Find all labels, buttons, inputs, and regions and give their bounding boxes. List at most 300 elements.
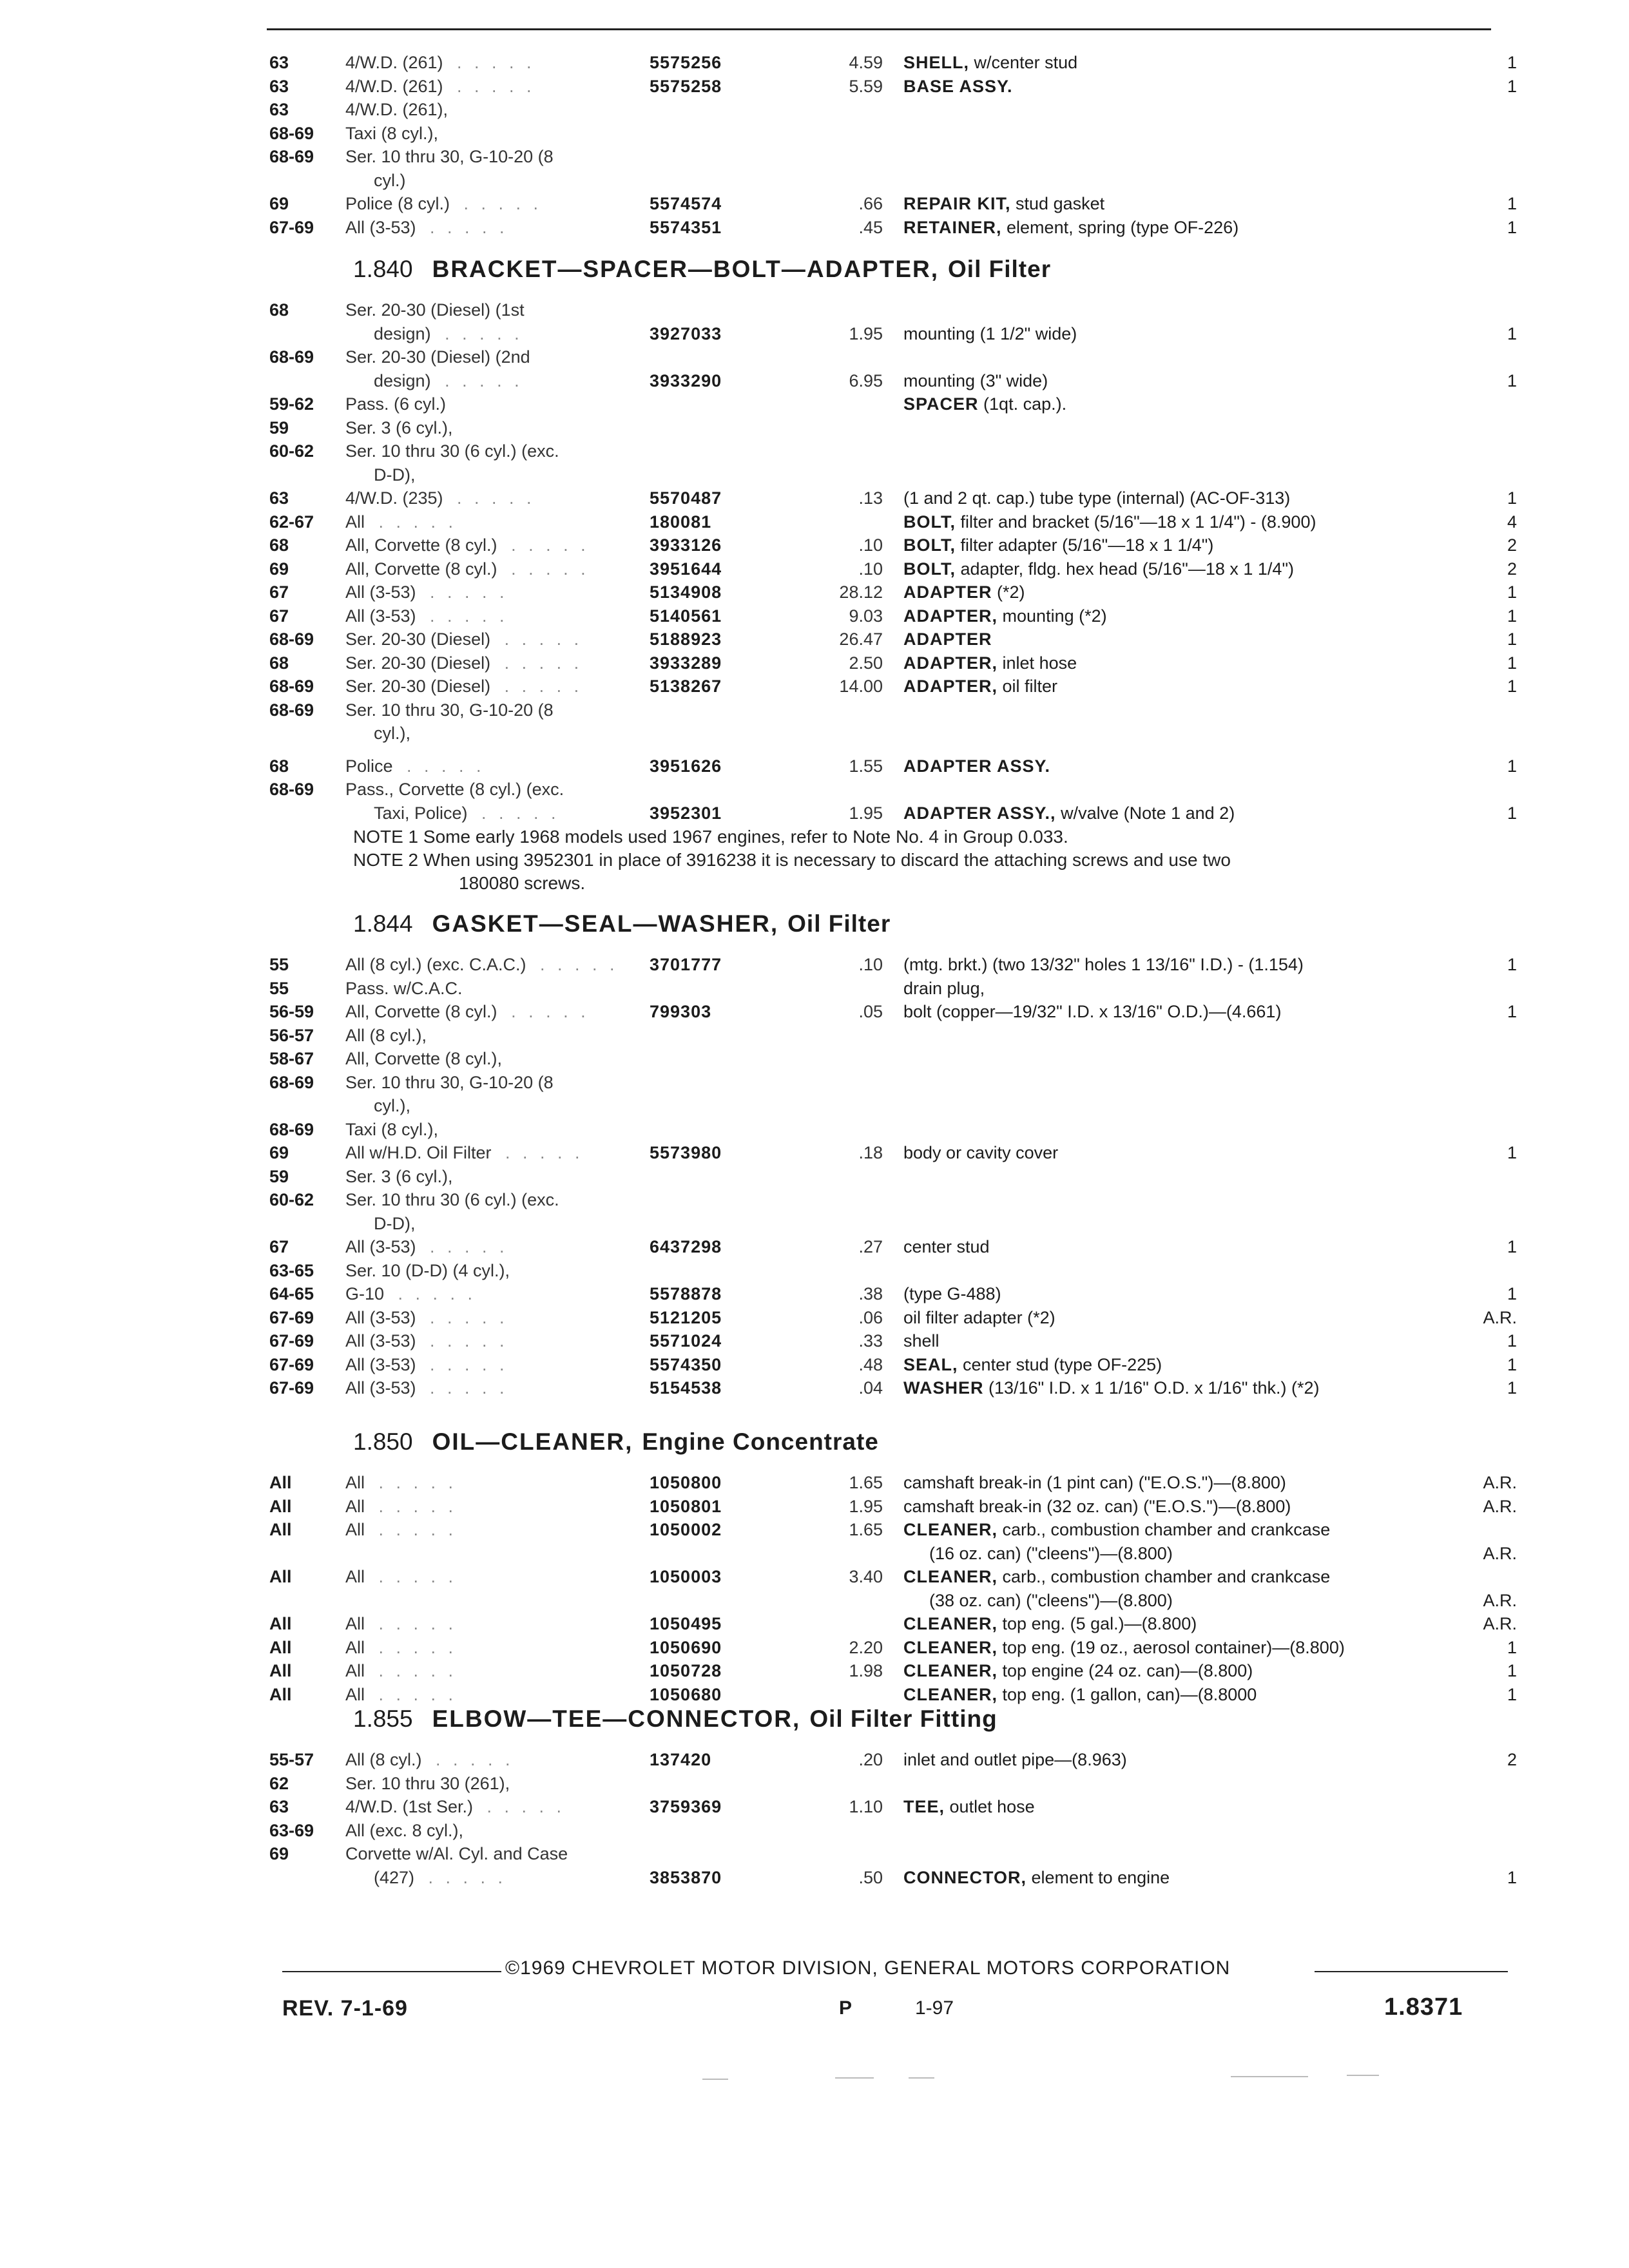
part-name: RETAINER, (903, 218, 1002, 237)
list-price: .48 (858, 1355, 883, 1374)
part-description (903, 486, 1290, 510)
quantity: 4 (1507, 512, 1517, 532)
section-heading (353, 910, 891, 938)
part-description (903, 1235, 990, 1259)
model-year: 67-69 (269, 1378, 314, 1398)
quantity: 1 (1507, 803, 1517, 823)
part-name: BOLT, (903, 512, 956, 532)
list-price: 3.40 (849, 1567, 883, 1586)
table-row (0, 1164, 1629, 1190)
application-text: All . . . . . (345, 1661, 458, 1680)
table-row (0, 1588, 1629, 1614)
model-year: 63-69 (269, 1821, 314, 1840)
table-row (0, 1470, 1629, 1496)
quantity: 1 (1507, 1661, 1517, 1680)
leader-dots: . . . . . (502, 559, 590, 579)
table-row (0, 1023, 1629, 1049)
description-detail: top eng. (1 gallon, can)—(8.8000 (1002, 1685, 1257, 1704)
section-number: 1.855 (353, 1706, 413, 1732)
part-description (903, 674, 1057, 698)
application-text: Police (8 cyl.) . . . . . (345, 194, 543, 213)
model-year: 68-69 (269, 1073, 314, 1092)
table-row (0, 439, 1629, 465)
model-year: 62-67 (269, 512, 314, 532)
table-row (0, 1140, 1629, 1166)
list-price: 2.50 (849, 653, 883, 673)
application-text: All (3-53) . . . . . (345, 1331, 508, 1350)
application-text: All (exc. 8 cyl.), (345, 1821, 464, 1840)
leader-dots: . . . . . (370, 1638, 458, 1657)
description-detail: camshaft break-in (1 pint can) ("E.O.S.")—(8.800) (903, 1473, 1286, 1492)
description-detail: element to engine (1031, 1868, 1170, 1887)
application-text: All, Corvette (8 cyl.) . . . . . (345, 535, 590, 555)
part-number: 137420 (650, 1750, 712, 1769)
model-year: 63 (269, 53, 289, 72)
part-name: ADAPTER, (903, 653, 998, 673)
description-detail: outlet hose (949, 1797, 1035, 1816)
quantity: 1 (1507, 1284, 1517, 1303)
list-price: 14.00 (839, 677, 883, 696)
quantity: A.R. (1483, 1497, 1517, 1516)
leader-dots: . . . . . (370, 1497, 458, 1516)
list-price: 28.12 (839, 582, 883, 602)
model-year: 55 (269, 955, 289, 974)
application-text: Ser. 10 thru 30 (261), (345, 1774, 510, 1793)
list-price: .06 (858, 1308, 883, 1327)
application-text: All (3-53) . . . . . (345, 218, 508, 237)
leader-dots: . . . . . (436, 324, 523, 343)
leader-dots: . . . . . (419, 1868, 507, 1887)
model-year: 55-57 (269, 1750, 314, 1769)
description-detail: carb., combustion chamber and crankcase (1002, 1567, 1331, 1586)
model-year: 59 (269, 1167, 289, 1186)
part-name: REPAIR KIT, (903, 194, 1011, 213)
application-text: Pass., Corvette (8 cyl.) (exc. (345, 780, 564, 799)
application-text: All (3-53) . . . . . (345, 1308, 508, 1327)
part-description (903, 322, 1077, 346)
list-price: .66 (858, 194, 883, 213)
description-detail: (*2) (997, 582, 1025, 602)
leader-dots: . . . . . (421, 218, 508, 237)
model-year: 67-69 (269, 1331, 314, 1350)
quantity: 2 (1507, 535, 1517, 555)
part-number: 5578878 (650, 1284, 722, 1303)
model-year: 69 (269, 1844, 289, 1863)
leader-dots: . . . . . (502, 535, 590, 555)
list-price: .05 (858, 1002, 883, 1021)
description-detail: top eng. (19 oz., aerosol container)—(8.800) (1002, 1638, 1345, 1657)
part-name: CLEANER, (903, 1614, 998, 1633)
leader-dots: . . . . . (448, 53, 535, 72)
section-heading (353, 1428, 879, 1456)
table-row (0, 1494, 1629, 1520)
part-number: 3933126 (650, 535, 722, 555)
table-row (0, 674, 1629, 700)
part-name: SEAL, (903, 1355, 958, 1374)
table-row (0, 801, 1629, 827)
list-price: .33 (858, 1331, 883, 1350)
quantity: 1 (1507, 1002, 1517, 1021)
table-row (0, 416, 1629, 441)
quantity: 1 (1507, 371, 1517, 390)
part-name: CLEANER, (903, 1520, 998, 1539)
part-description (903, 1494, 1291, 1519)
quantity: 1 (1507, 1355, 1517, 1374)
part-description (903, 580, 1025, 604)
application-text: Taxi (8 cyl.), (345, 1120, 439, 1139)
part-description (903, 50, 1077, 75)
quantity: A.R. (1483, 1544, 1517, 1563)
application-text: cyl.), (374, 724, 410, 743)
table-row (0, 1235, 1629, 1260)
model-year: All (269, 1497, 292, 1516)
part-description (903, 215, 1239, 240)
model-year: 58-67 (269, 1049, 314, 1068)
table-row (0, 144, 1629, 170)
leader-dots: . . . . . (478, 1797, 566, 1816)
model-year: All (269, 1638, 292, 1657)
application-text: All (3-53) . . . . . (345, 606, 508, 626)
list-price: .10 (858, 535, 883, 555)
model-year: 67-69 (269, 1355, 314, 1374)
application-text: design) . . . . . (374, 371, 523, 390)
part-description (903, 1747, 1127, 1772)
application-text: G-10 . . . . . (345, 1284, 477, 1303)
part-name: ADAPTER ASSY. (903, 756, 1051, 776)
table-row (0, 1635, 1629, 1661)
list-price: 1.65 (849, 1473, 883, 1492)
leader-dots: . . . . . (370, 1661, 458, 1680)
part-description (903, 510, 1316, 534)
table-row (0, 1682, 1629, 1708)
part-number: 5154538 (650, 1378, 722, 1398)
table-row (0, 191, 1629, 217)
model-year: All (269, 1661, 292, 1680)
footer-rule-left (282, 1971, 501, 1972)
model-year: 55 (269, 979, 289, 998)
part-name: TEE, (903, 1797, 945, 1816)
quantity: 1 (1507, 324, 1517, 343)
part-number: 3853870 (650, 1868, 722, 1887)
quantity: 1 (1507, 606, 1517, 626)
part-description (903, 1305, 1055, 1330)
part-name: BOLT, (903, 559, 956, 579)
part-description (903, 1635, 1345, 1660)
part-name: ADAPTER ASSY., (903, 803, 1056, 823)
model-year: 63 (269, 100, 289, 119)
part-number: 5121205 (650, 1308, 722, 1327)
table-row (0, 463, 1629, 488)
table-row (0, 486, 1629, 512)
description-detail: filter adapter (5/16"—18 x 1 1/4") (960, 535, 1214, 555)
table-row (0, 627, 1629, 653)
application-text: Ser. 3 (6 cyl.), (345, 418, 453, 437)
description-detail: center stud (type OF-225) (963, 1355, 1162, 1374)
leader-dots: . . . . . (448, 77, 535, 96)
table-row (0, 215, 1629, 241)
table-row (0, 1258, 1629, 1284)
top-rule (267, 28, 1491, 30)
model-year: 68-69 (269, 124, 314, 143)
application-text: Ser. 10 thru 30, G-10-20 (8 (345, 700, 554, 720)
model-year: 68-69 (269, 780, 314, 799)
table-row (0, 298, 1629, 323)
application-text: Corvette w/Al. Cyl. and Case (345, 1844, 568, 1863)
part-name: ADAPTER, (903, 677, 998, 696)
application-text: All . . . . . (345, 512, 458, 532)
table-row (0, 1611, 1629, 1637)
table-row (0, 1070, 1629, 1096)
footnote: NOTE 2 When using 3952301 in place of 3916238 it is necessary to discard the attaching screws and use two (353, 850, 1231, 870)
leader-dots: . . . . . (436, 371, 523, 390)
model-year: 56-57 (269, 1026, 314, 1045)
revision-label: REV. 7-1-69 (282, 1996, 408, 2021)
table-row (0, 1117, 1629, 1143)
application-text: Police . . . . . (345, 756, 485, 776)
table-row (0, 392, 1629, 418)
part-description (903, 1658, 1253, 1683)
description-detail: mounting (*2) (1002, 606, 1107, 626)
description-detail: (mtg. brkt.) (two 13/32" holes 1 13/16" I.D.) - (1.154) (903, 955, 1304, 974)
description-detail: (1qt. cap.). (983, 394, 1067, 414)
model-year: 67-69 (269, 218, 314, 237)
list-price: 26.47 (839, 629, 883, 649)
table-row (0, 721, 1629, 747)
part-description (903, 1682, 1257, 1707)
section-title: ELBOW—TEE—CONNECTOR, (432, 1706, 801, 1732)
application-text: All . . . . . (345, 1473, 458, 1492)
application-text: All (3-53) . . . . . (345, 582, 508, 602)
part-number: 1050680 (650, 1685, 722, 1704)
part-description (903, 74, 1013, 99)
part-name: CLEANER, (903, 1567, 998, 1586)
copyright-line: ©1969 CHEVROLET MOTOR DIVISION, GENERAL MOTORS CORPORATION (505, 1957, 1231, 1979)
model-year: 68-69 (269, 677, 314, 696)
list-price: 9.03 (849, 606, 883, 626)
table-row (0, 976, 1629, 1002)
list-price: 5.59 (849, 77, 883, 96)
model-year: 68 (269, 756, 289, 776)
quantity: 1 (1507, 218, 1517, 237)
part-description (903, 1329, 940, 1353)
application-text: D-D), (374, 1214, 416, 1233)
application-text: All . . . . . (345, 1638, 458, 1657)
leader-dots: . . . . . (421, 606, 508, 626)
table-row (0, 1046, 1629, 1072)
table-row (0, 533, 1629, 559)
model-year: 63 (269, 1797, 289, 1816)
quantity: 1 (1507, 629, 1517, 649)
part-number: 3951644 (650, 559, 722, 579)
part-number: 5138267 (650, 677, 722, 696)
table-row (0, 557, 1629, 582)
table-row (0, 1841, 1629, 1867)
list-price: 1.55 (849, 756, 883, 776)
model-year: 56-59 (269, 1002, 314, 1021)
quantity: 2 (1507, 559, 1517, 579)
section-subtitle: Oil Filter (787, 910, 891, 937)
model-year: 67 (269, 606, 289, 626)
section-number: 1.850 (353, 1428, 413, 1455)
application-text: All, Corvette (8 cyl.) . . . . . (345, 1002, 590, 1021)
table-row (0, 1541, 1629, 1567)
section-title: OIL—CLEANER, (432, 1428, 633, 1455)
application-text: 4/W.D. (1st Ser.) . . . . . (345, 1797, 566, 1816)
part-number: 1050728 (650, 1661, 722, 1680)
application-text: Ser. 20-30 (Diesel) (2nd (345, 347, 530, 367)
description-detail: oil filter adapter (*2) (903, 1308, 1055, 1327)
description-detail: oil filter (1002, 677, 1058, 696)
application-text: All (8 cyl.), (345, 1026, 427, 1045)
application-text: design) . . . . . (374, 324, 523, 343)
group-number: 1.8371 (1384, 1994, 1463, 2021)
description-detail: (type G-488) (903, 1284, 1001, 1303)
part-description (903, 651, 1077, 675)
leader-dots: . . . . . (370, 1520, 458, 1539)
leader-dots: . . . . . (421, 1355, 508, 1374)
model-year: All (269, 1614, 292, 1633)
leader-dots: . . . . . (398, 756, 485, 776)
quantity: 1 (1507, 1378, 1517, 1398)
leader-dots: . . . . . (421, 1378, 508, 1398)
quantity: 1 (1507, 955, 1517, 974)
part-description (903, 1865, 1170, 1890)
list-price: .13 (858, 488, 883, 508)
application-text: Ser. 3 (6 cyl.), (345, 1167, 453, 1186)
part-description (903, 1564, 1330, 1589)
part-description (903, 999, 1281, 1024)
table-row (0, 754, 1629, 780)
model-year: All (269, 1685, 292, 1704)
list-price: .04 (858, 1378, 883, 1398)
table-row (0, 1211, 1629, 1237)
table-row (0, 1794, 1629, 1820)
part-name: ADAPTER (903, 582, 992, 602)
part-number: 180081 (650, 512, 712, 532)
part-number: 5574574 (650, 194, 722, 213)
part-number: 5575258 (650, 77, 722, 96)
application-text: Ser. 20-30 (Diesel) . . . . . (345, 653, 583, 673)
part-description (929, 1541, 1173, 1566)
quantity: A.R. (1483, 1473, 1517, 1492)
model-year: 68-69 (269, 1120, 314, 1139)
list-price: .20 (858, 1750, 883, 1769)
description-detail: w/center stud (974, 53, 1078, 72)
part-number: 5575256 (650, 53, 722, 72)
application-text: All w/H.D. Oil Filter . . . . . (345, 1143, 584, 1162)
section-subtitle: Oil Filter Fitting (809, 1706, 998, 1732)
table-row (0, 345, 1629, 370)
part-number: 1050801 (650, 1497, 722, 1516)
model-year: 69 (269, 559, 289, 579)
model-year: 59-62 (269, 394, 314, 414)
quantity: 1 (1507, 1685, 1517, 1704)
page-number: 1-97 (915, 1997, 954, 2019)
quantity: A.R. (1483, 1614, 1517, 1633)
leader-dots: . . . . . (496, 677, 583, 696)
description-detail: w/valve (Note 1 and 2) (1061, 803, 1235, 823)
part-name: ADAPTER, (903, 606, 998, 626)
part-name: SHELL, (903, 53, 970, 72)
description-detail: stud gasket (1016, 194, 1105, 213)
part-number: 3933290 (650, 371, 722, 390)
section-heading (353, 1705, 998, 1733)
description-detail: (38 oz. can) ("cleens")—(8.800) (929, 1591, 1173, 1610)
part-description (903, 976, 985, 1001)
model-year: 63-65 (269, 1261, 314, 1280)
application-text: Ser. 10 thru 30 (6 cyl.) (exc. (345, 441, 559, 461)
part-name: CLEANER, (903, 1685, 998, 1704)
part-name: CLEANER, (903, 1661, 998, 1680)
section-number: 1.844 (353, 910, 413, 937)
application-text: Ser. 20-30 (Diesel) . . . . . (345, 629, 583, 649)
description-detail: drain plug, (903, 979, 985, 998)
part-number: 799303 (650, 1002, 712, 1021)
list-price: .10 (858, 559, 883, 579)
leader-dots: . . . . . (448, 488, 535, 508)
leader-dots: . . . . . (389, 1284, 477, 1303)
scan-mark (1231, 2076, 1308, 2077)
table-row (0, 50, 1629, 76)
part-description (903, 1282, 1001, 1306)
part-name: WASHER (903, 1378, 984, 1398)
model-year: 67 (269, 582, 289, 602)
list-price: .38 (858, 1284, 883, 1303)
quantity: 1 (1507, 756, 1517, 776)
quantity: 1 (1507, 677, 1517, 696)
table-row (0, 604, 1629, 629)
model-year: 68 (269, 300, 289, 320)
leader-dots: . . . . . (427, 1750, 514, 1769)
part-description (903, 191, 1104, 216)
part-description (903, 1140, 1058, 1165)
application-text: (427) . . . . . (374, 1868, 507, 1887)
table-row (0, 1376, 1629, 1401)
table-row (0, 369, 1629, 394)
part-name: CLEANER, (903, 1638, 998, 1657)
part-number: 5571024 (650, 1331, 722, 1350)
description-detail: top eng. (5 gal.)—(8.800) (1002, 1614, 1197, 1633)
description-detail: bolt (copper—19/32" I.D. x 13/16" O.D.)—(4.661) (903, 1002, 1282, 1021)
application-text: All . . . . . (345, 1497, 458, 1516)
part-number: 1050003 (650, 1567, 722, 1586)
application-text: 4/W.D. (261) . . . . . (345, 77, 535, 96)
description-detail: inlet and outlet pipe—(8.963) (903, 1750, 1127, 1769)
description-detail: (1 and 2 qt. cap.) tube type (internal) (AC-OF-313) (903, 488, 1291, 508)
application-text: All (3-53) . . . . . (345, 1355, 508, 1374)
part-description (903, 801, 1235, 825)
table-row (0, 121, 1629, 147)
quantity: A.R. (1483, 1591, 1517, 1610)
table-row (0, 651, 1629, 677)
application-text: Taxi, Police) . . . . . (374, 803, 560, 823)
leader-dots: . . . . . (455, 194, 543, 213)
part-number: 5140561 (650, 606, 722, 626)
table-row (0, 1305, 1629, 1331)
leader-dots: . . . . . (421, 1308, 508, 1327)
table-row (0, 74, 1629, 100)
part-number: 5574350 (650, 1355, 722, 1374)
section-heading (353, 255, 1051, 284)
model-year: 63 (269, 77, 289, 96)
model-year: 60-62 (269, 1190, 314, 1209)
model-year: 68 (269, 535, 289, 555)
quantity: 1 (1507, 1868, 1517, 1887)
table-row (0, 1282, 1629, 1307)
leader-dots: . . . . . (421, 1237, 508, 1256)
quantity: 1 (1507, 488, 1517, 508)
description-detail: center stud (903, 1237, 990, 1256)
